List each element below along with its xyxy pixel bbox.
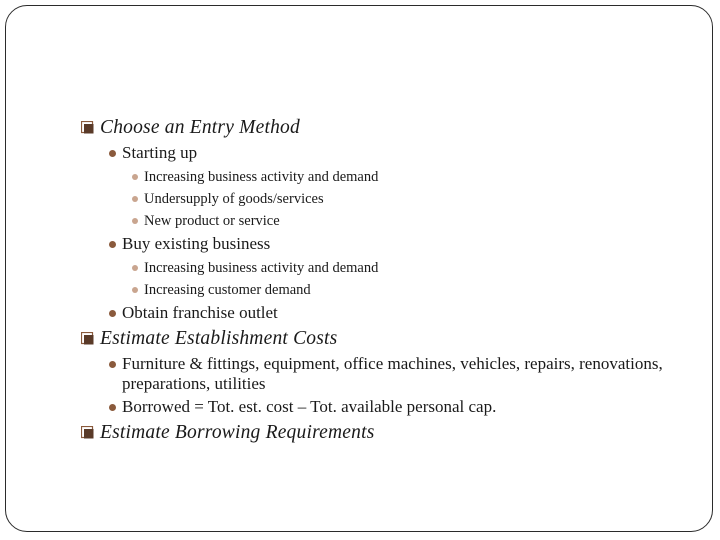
sub-list-item (80, 279, 680, 301)
section-heading-entry-method (80, 115, 680, 141)
section-title: Estimate Establishment Costs (100, 328, 338, 349)
checkbox-bullet-icon (81, 121, 94, 134)
bullet-dot-icon (109, 241, 116, 248)
list-item-franchise (80, 303, 680, 323)
sub-list-item-label: Increasing business activity and demand (144, 260, 379, 276)
list-item-label: Starting up (122, 143, 198, 162)
sub-list-item-label: Increasing business activity and demand (144, 169, 379, 185)
bullet-dot-icon (132, 265, 138, 271)
checkbox-bullet-icon (81, 332, 94, 345)
bullet-dot-icon (109, 310, 116, 317)
sub-list-item (80, 188, 680, 210)
bullet-dot-icon (132, 196, 138, 202)
list-item-starting-up (80, 143, 680, 163)
sub-list-item (80, 210, 680, 232)
list-item-label: Borrowed = Tot. est. cost – Tot. available personal cap. (122, 397, 497, 416)
list-item-label: Obtain franchise outlet (122, 303, 278, 322)
sub-list-item (80, 257, 680, 279)
section-heading-establishment-costs (80, 326, 680, 352)
bullet-dot-icon (132, 287, 138, 293)
sub-list-item-label: New product or service (144, 213, 280, 229)
list-item-borrowed (80, 397, 680, 417)
bullet-dot-icon (132, 174, 138, 180)
section-title: Choose an Entry Method (100, 117, 300, 138)
checkbox-bullet-icon (81, 426, 94, 439)
sub-list-item-label: Increasing customer demand (144, 282, 311, 298)
list-item-buy-existing (80, 234, 680, 254)
section-heading-borrowing (80, 420, 680, 446)
bullet-dot-icon (109, 361, 116, 368)
list-item-label: Furniture & fittings, equipment, office machines, vehicles, repairs, renovations, preparations, utilities (122, 354, 663, 393)
bullet-dot-icon (109, 150, 116, 157)
bullet-dot-icon (132, 218, 138, 224)
list-item-furniture (80, 354, 680, 394)
slide-content (80, 115, 680, 446)
list-item-label: Buy existing business (122, 234, 271, 253)
sub-list-item-label: Undersupply of goods/services (144, 191, 324, 207)
bullet-dot-icon (109, 404, 116, 411)
sub-list-item (80, 166, 680, 188)
section-title: Estimate Borrowing Requirements (100, 422, 375, 443)
